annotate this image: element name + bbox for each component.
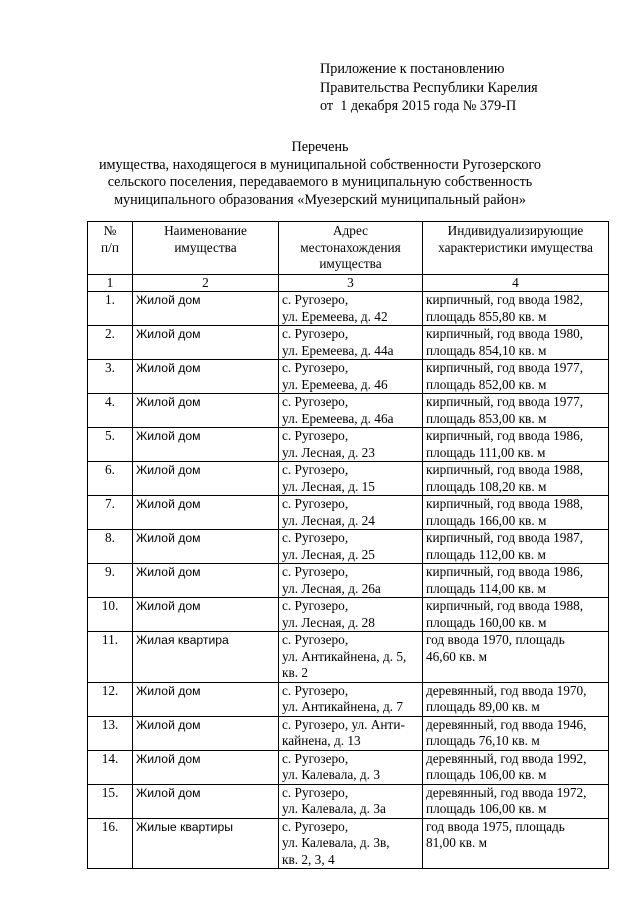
property-name <box>133 632 279 683</box>
property-address <box>279 784 423 818</box>
characteristics-line: кирпичный, год ввода 1986, <box>426 564 584 579</box>
property-name-text: Жилая квартира <box>136 633 229 647</box>
property-name <box>133 784 279 818</box>
row-number: 8. <box>88 530 133 564</box>
column-number: 2 <box>133 274 279 292</box>
property-address <box>279 360 423 394</box>
address-line: ул. Лесная, д. 24 <box>282 512 375 528</box>
characteristics-line: кирпичный, год ввода 1988, <box>426 598 584 613</box>
appendix-line: Приложение к постановлению <box>320 61 505 77</box>
row-number: 13. <box>88 716 133 750</box>
title-line: сельского поселения, передаваемого в муниципальную собственность <box>107 174 533 190</box>
table-row <box>88 530 609 564</box>
address-line: ул. Еремеева, д. 46 <box>282 376 388 392</box>
characteristics-line: площадь 89,00 кв. м <box>426 699 540 714</box>
table-row <box>88 292 609 326</box>
property-name-text: Жилой дом <box>136 429 201 443</box>
address-line: кв. 2, 3, 4 <box>282 851 335 867</box>
property-name-text: Жилой дом <box>136 361 201 375</box>
appendix-line: Правительства Республики Карелия <box>320 79 538 96</box>
address-line: кайнена, д. 13 <box>282 733 361 748</box>
row-number: 7. <box>88 496 133 530</box>
table-row <box>88 784 609 818</box>
property-name-text: Жилой дом <box>136 395 201 409</box>
characteristics-line: площадь 111,00 кв. м <box>426 444 546 460</box>
characteristics-line: кирпичный, год ввода 1986, <box>426 428 584 443</box>
property-name <box>133 598 279 632</box>
header-characteristics: Индивидуализирующие характеристики имущества <box>423 222 609 275</box>
address-line: с. Ругозеро, <box>282 682 349 698</box>
property-name <box>133 682 279 716</box>
header-name: Наименование имущества <box>133 222 279 275</box>
characteristics-line: площадь 108,20 кв. м <box>426 478 547 494</box>
address-line: ул. Лесная, д. 28 <box>282 614 375 630</box>
property-address <box>279 564 423 598</box>
row-number: 6. <box>88 462 133 496</box>
address-line: с. Ругозеро, <box>282 530 349 545</box>
property-address <box>279 750 423 784</box>
characteristics-line: площадь 853,00 кв. м <box>426 410 547 426</box>
table-row <box>88 564 609 598</box>
table-header-row <box>88 222 609 275</box>
column-number: 1 <box>88 274 133 292</box>
column-number-row <box>88 274 609 292</box>
characteristics-line: деревянный, год ввода 1970, <box>426 682 587 698</box>
characteristics-line: площадь 855,80 кв. м <box>426 308 547 324</box>
property-address <box>279 428 423 462</box>
property-characteristics <box>423 818 609 869</box>
property-name-text: Жилой дом <box>136 497 201 511</box>
address-line: ул. Антикайнена, д. 5, <box>282 648 407 664</box>
property-characteristics <box>423 750 609 784</box>
address-line: с. Ругозеро, <box>282 394 349 409</box>
property-address <box>279 632 423 683</box>
property-address <box>279 292 423 326</box>
row-number: 16. <box>88 818 133 869</box>
address-line: кв. 2 <box>282 665 309 680</box>
property-address <box>279 496 423 530</box>
row-number: 2. <box>88 326 133 360</box>
address-line: ул. Калевала, д. 3а <box>282 801 386 816</box>
title-line: имущества, находящегося в муниципальной собственности Ругозерского <box>98 156 542 173</box>
table-row <box>88 598 609 632</box>
characteristics-line: год ввода 1970, площадь <box>426 632 565 647</box>
table-row <box>88 716 609 750</box>
property-address <box>279 462 423 496</box>
characteristics-line: деревянный, год ввода 1992, <box>426 750 587 766</box>
property-characteristics <box>423 394 609 428</box>
table-row <box>88 750 609 784</box>
characteristics-line: кирпичный, год ввода 1988, <box>426 462 584 477</box>
property-characteristics <box>423 462 609 496</box>
property-name <box>133 716 279 750</box>
property-characteristics <box>423 428 609 462</box>
characteristics-line: год ввода 1975, площадь <box>426 818 565 834</box>
address-line: с. Ругозеро, ул. Анти- <box>282 716 405 732</box>
property-name-text: Жилой дом <box>136 327 201 341</box>
property-name <box>133 564 279 598</box>
table-row <box>88 360 609 394</box>
address-line: ул. Еремеева, д. 46а <box>282 410 394 426</box>
address-line: ул. Калевала, д. 3 <box>282 767 380 782</box>
property-name <box>133 462 279 496</box>
address-line: ул. Калевала, д. 3в, <box>282 835 390 850</box>
characteristics-line: деревянный, год ввода 1972, <box>426 784 587 800</box>
characteristics-line: кирпичный, год ввода 1982, <box>426 292 584 307</box>
property-address <box>279 682 423 716</box>
header-address: Адрес местонахождения имущества <box>279 222 423 275</box>
characteristics-line: кирпичный, год ввода 1980, <box>426 326 584 341</box>
property-address <box>279 598 423 632</box>
characteristics-line: 46,60 кв. м <box>426 648 488 664</box>
characteristics-line: площадь 852,00 кв. м <box>426 376 547 392</box>
property-name <box>133 360 279 394</box>
property-address <box>279 818 423 869</box>
property-name <box>133 428 279 462</box>
address-line: с. Ругозеро, <box>282 818 349 834</box>
characteristics-line: кирпичный, год ввода 1977, <box>426 394 584 409</box>
address-line: ул. Лесная, д. 25 <box>282 546 375 562</box>
property-name-text: Жилой дом <box>136 683 201 698</box>
address-line: с. Ругозеро, <box>282 326 349 341</box>
header-number: № п/п <box>88 222 133 275</box>
property-name-text: Жилой дом <box>136 463 201 477</box>
characteristics-line: площадь 76,10 кв. м <box>426 733 540 748</box>
column-number: 4 <box>423 274 609 292</box>
address-line: ул. Еремеева, д. 42 <box>282 308 388 324</box>
property-name <box>133 530 279 564</box>
table-row <box>88 428 609 462</box>
table-row <box>88 326 609 360</box>
row-number: 11. <box>88 632 133 683</box>
table-body <box>88 292 609 869</box>
property-table <box>87 221 609 869</box>
table-row <box>88 682 609 716</box>
address-line: с. Ругозеро, <box>282 598 349 613</box>
characteristics-line: площадь 106,00 кв. м <box>426 767 547 782</box>
address-line: с. Ругозеро, <box>282 292 349 307</box>
address-line: ул. Лесная, д. 23 <box>282 444 375 460</box>
characteristics-line: площадь 114,00 кв. м <box>426 580 546 596</box>
document-title <box>0 139 640 209</box>
property-address <box>279 326 423 360</box>
address-line: ул. Лесная, д. 15 <box>282 478 375 494</box>
property-name-text: Жилой дом <box>136 599 201 613</box>
address-line: с. Ругозеро, <box>282 784 349 800</box>
property-name-text: Жилой дом <box>136 785 201 800</box>
address-line: ул. Антикайнена, д. 7 <box>282 699 404 714</box>
characteristics-line: деревянный, год ввода 1946, <box>426 716 587 732</box>
characteristics-line: площадь 160,00 кв. м <box>426 614 547 630</box>
appendix-line: от 1 декабря 2015 года № 379-П <box>320 98 517 114</box>
column-number: 3 <box>279 274 423 292</box>
row-number: 9. <box>88 564 133 598</box>
row-number: 5. <box>88 428 133 462</box>
characteristics-line: кирпичный, год ввода 1987, <box>426 530 584 545</box>
address-line: с. Ругозеро, <box>282 428 349 443</box>
property-address <box>279 394 423 428</box>
address-line: с. Ругозеро, <box>282 632 349 647</box>
row-number: 10. <box>88 598 133 632</box>
title-heading: Перечень <box>291 139 349 155</box>
property-characteristics <box>423 682 609 716</box>
table-row <box>88 632 609 683</box>
property-name <box>133 292 279 326</box>
table-row <box>88 496 609 530</box>
appendix-note <box>320 60 538 116</box>
property-name <box>133 818 279 869</box>
row-number: 12. <box>88 682 133 716</box>
characteristics-line: кирпичный, год ввода 1988, <box>426 496 584 511</box>
property-characteristics <box>423 784 609 818</box>
address-line: ул. Еремеева, д. 44а <box>282 342 394 358</box>
property-characteristics <box>423 716 609 750</box>
characteristics-line: 81,00 кв. м <box>426 835 488 850</box>
table-row <box>88 462 609 496</box>
characteristics-line: кирпичный, год ввода 1977, <box>426 360 584 375</box>
property-characteristics <box>423 598 609 632</box>
address-line: с. Ругозеро, <box>282 462 349 477</box>
property-name-text: Жилой дом <box>136 531 201 545</box>
title-line: муниципального образования «Муезерский муниципальный район» <box>114 191 526 208</box>
property-name-text: Жилой дом <box>136 293 201 307</box>
address-line: с. Ругозеро, <box>282 564 349 579</box>
row-number: 3. <box>88 360 133 394</box>
characteristics-line: площадь 166,00 кв. м <box>426 512 547 528</box>
row-number: 15. <box>88 784 133 818</box>
row-number: 14. <box>88 750 133 784</box>
table-row <box>88 394 609 428</box>
characteristics-line: площадь 854,10 кв. м <box>426 342 547 358</box>
characteristics-line: площадь 106,00 кв. м <box>426 801 547 816</box>
characteristics-line: площадь 112,00 кв. м <box>426 546 546 562</box>
address-line: с. Ругозеро, <box>282 496 349 511</box>
property-name <box>133 394 279 428</box>
property-characteristics <box>423 326 609 360</box>
property-characteristics <box>423 564 609 598</box>
address-line: с. Ругозеро, <box>282 750 349 766</box>
property-address <box>279 530 423 564</box>
row-number: 1. <box>88 292 133 326</box>
property-name-text: Жилой дом <box>136 717 201 732</box>
property-name-text: Жилой дом <box>136 565 201 579</box>
property-characteristics <box>423 360 609 394</box>
row-number: 4. <box>88 394 133 428</box>
property-name-text: Жилые квартиры <box>136 819 233 834</box>
property-characteristics <box>423 530 609 564</box>
property-name-text: Жилой дом <box>136 751 201 766</box>
property-characteristics <box>423 292 609 326</box>
property-characteristics <box>423 632 609 683</box>
property-address <box>279 716 423 750</box>
property-characteristics <box>423 496 609 530</box>
property-name <box>133 496 279 530</box>
property-name <box>133 326 279 360</box>
table-row <box>88 818 609 869</box>
property-name <box>133 750 279 784</box>
address-line: с. Ругозеро, <box>282 360 349 375</box>
address-line: ул. Лесная, д. 26а <box>282 580 381 596</box>
